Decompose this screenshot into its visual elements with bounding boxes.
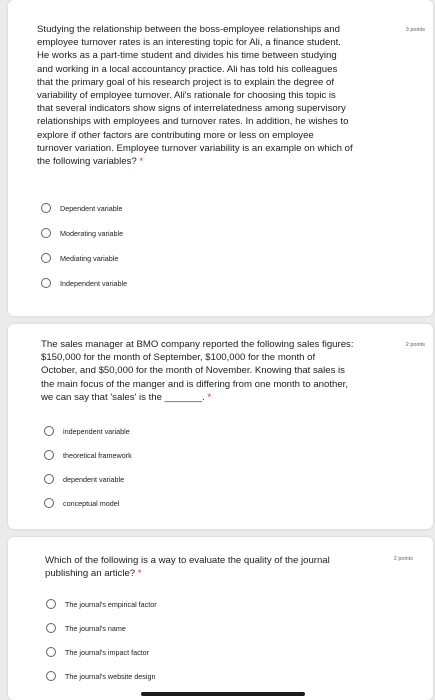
radio-unchecked-icon[interactable] (41, 228, 51, 238)
required-asterisk: * (139, 156, 144, 168)
option-label: independent variable (63, 426, 130, 436)
radio-unchecked-icon[interactable] (46, 671, 56, 681)
option-dependent-variable[interactable] (44, 472, 124, 486)
option-label: The journal's name (65, 623, 126, 633)
option-mediating-variable[interactable] (41, 251, 118, 265)
option-label: The journal's website design (65, 671, 156, 681)
option-independent-variable[interactable] (41, 276, 127, 290)
radio-unchecked-icon[interactable] (46, 623, 56, 633)
option-empirical-factor[interactable] (46, 597, 157, 611)
question-text (45, 554, 345, 580)
option-dependent-variable[interactable] (41, 201, 122, 215)
question-text-body: The sales manager at BMO company reported the following sales figures: $150,000 for the month of September, $100,000 for the month of October, and $50,000 for the month of November. Knowing that sales is the main focus of the manger and is differing from one month to another, we can say that 'sales' is the _______. (41, 339, 354, 403)
radio-unchecked-icon[interactable] (44, 498, 54, 508)
option-label: Mediating variable (60, 253, 119, 263)
points-label: 2 points (393, 556, 413, 562)
option-independent-variable[interactable] (44, 424, 130, 438)
radio-unchecked-icon[interactable] (41, 253, 51, 263)
radio-unchecked-icon[interactable] (44, 450, 54, 460)
radio-unchecked-icon[interactable] (41, 203, 51, 213)
option-label: Moderating variable (60, 228, 124, 238)
option-website-design[interactable] (46, 669, 155, 683)
radio-unchecked-icon[interactable] (44, 474, 54, 484)
question-text-body: Which of the following is a way to evaluate the quality of the journal publishing an article? (45, 555, 330, 580)
home-indicator[interactable] (141, 692, 305, 696)
points-label: 3 points (405, 27, 425, 33)
question-text (41, 338, 367, 404)
radio-unchecked-icon[interactable] (41, 278, 51, 288)
radio-unchecked-icon[interactable] (46, 599, 56, 609)
option-moderating-variable[interactable] (41, 226, 123, 240)
question-text (37, 23, 372, 168)
option-label: conceptual model (63, 498, 120, 508)
option-impact-factor[interactable] (46, 645, 149, 659)
option-theoretical-framework[interactable] (44, 448, 132, 462)
option-label: dependent variable (63, 474, 125, 484)
option-label: The journal's empirical factor (65, 599, 157, 609)
option-conceptual-model[interactable] (44, 496, 119, 510)
question-text-body: Studying the relationship between the boss-employee relationships and employee turnover rates is an interesting topic for Ali, a finance student. He works as a part-time student and divides his time between studying and working in a local accountancy practice. Ali has told his colleagues that the primary goal of his research project is to explain the degree of variability of employee turnover. Ali's rationale for choosing this topic is that several indicators show signs of interrelatedness among supervisory relationships with employees and turnover rates. In addition, he wishes to explore if other factors are contributing more or less on employee turnover variation. Employee turnover variability is an example on which of the following variables? (37, 24, 353, 168)
radio-unchecked-icon[interactable] (44, 426, 54, 436)
option-label: Dependent variable (60, 203, 123, 213)
question-card-1 (8, 0, 433, 316)
option-label: Independent variable (60, 278, 128, 288)
option-label: The journal's impact factor (65, 647, 150, 657)
points-label: 2 points (405, 342, 425, 348)
required-asterisk: * (137, 568, 142, 580)
radio-unchecked-icon[interactable] (46, 647, 56, 657)
option-journal-name[interactable] (46, 621, 126, 635)
option-label: theoretical framework (63, 450, 132, 460)
required-asterisk: * (207, 391, 212, 403)
